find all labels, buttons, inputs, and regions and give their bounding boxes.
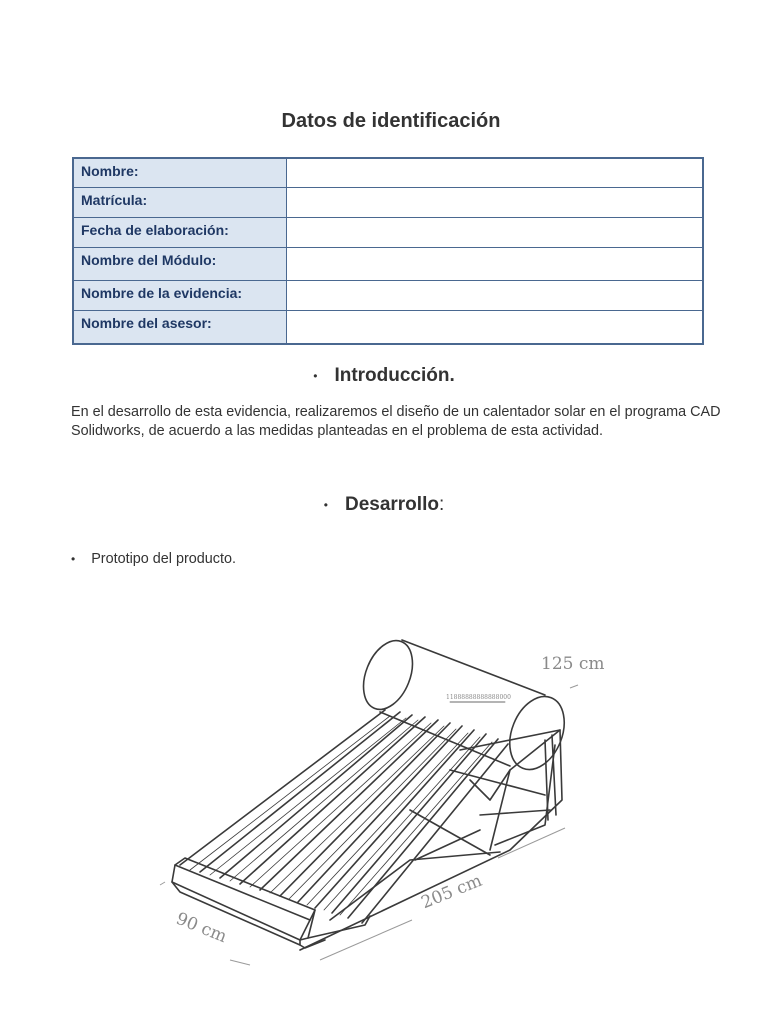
table-label: Nombre del asesor: (73, 310, 287, 344)
solar-heater-drawing (150, 620, 630, 980)
table-value (287, 158, 704, 187)
tank-label: 11888888888888000 (446, 694, 511, 701)
table-row (73, 187, 703, 217)
identification-table (72, 157, 704, 345)
list-item (71, 551, 236, 567)
intro-paragraph: En el desarrollo de esta evidencia, realizaremos el diseño de un calentador solar en el programa CAD Solidworks, de acuerdo a las medidas planteadas en el problema de esta actividad. (71, 404, 721, 439)
table-value (287, 217, 704, 247)
bullet-icon: • (323, 498, 328, 512)
table-label: Matrícula: (73, 187, 287, 217)
width-dimension-label: 90 cm (173, 908, 230, 948)
tank-dimension-label: 125 cm (541, 654, 605, 674)
table-row (73, 217, 703, 247)
list-item-text: Prototipo del producto. (91, 551, 237, 567)
table-label: Nombre del Módulo: (73, 247, 287, 280)
length-dimension-label: 205 cm (418, 870, 485, 914)
table-value (287, 280, 704, 310)
bullet-icon: • (313, 369, 318, 383)
development-heading-colon: : (438, 494, 445, 515)
table-label: Nombre de la evidencia: (73, 280, 287, 310)
table-label: Fecha de elaboración: (73, 217, 287, 247)
table-value (287, 310, 704, 344)
intro-heading-text: Introducción. (334, 365, 455, 386)
document-title: Datos de identificación (281, 110, 501, 132)
table-row (73, 158, 703, 187)
table-row (73, 280, 703, 310)
intro-heading (0, 365, 768, 387)
table-value (287, 247, 704, 280)
table-label: Nombre: (73, 158, 287, 187)
table-row (73, 247, 703, 280)
table-value (287, 187, 704, 217)
development-heading-text: Desarrollo (344, 494, 439, 515)
bullet-icon: • (71, 552, 76, 566)
table-row (73, 310, 703, 344)
development-heading (0, 494, 768, 516)
